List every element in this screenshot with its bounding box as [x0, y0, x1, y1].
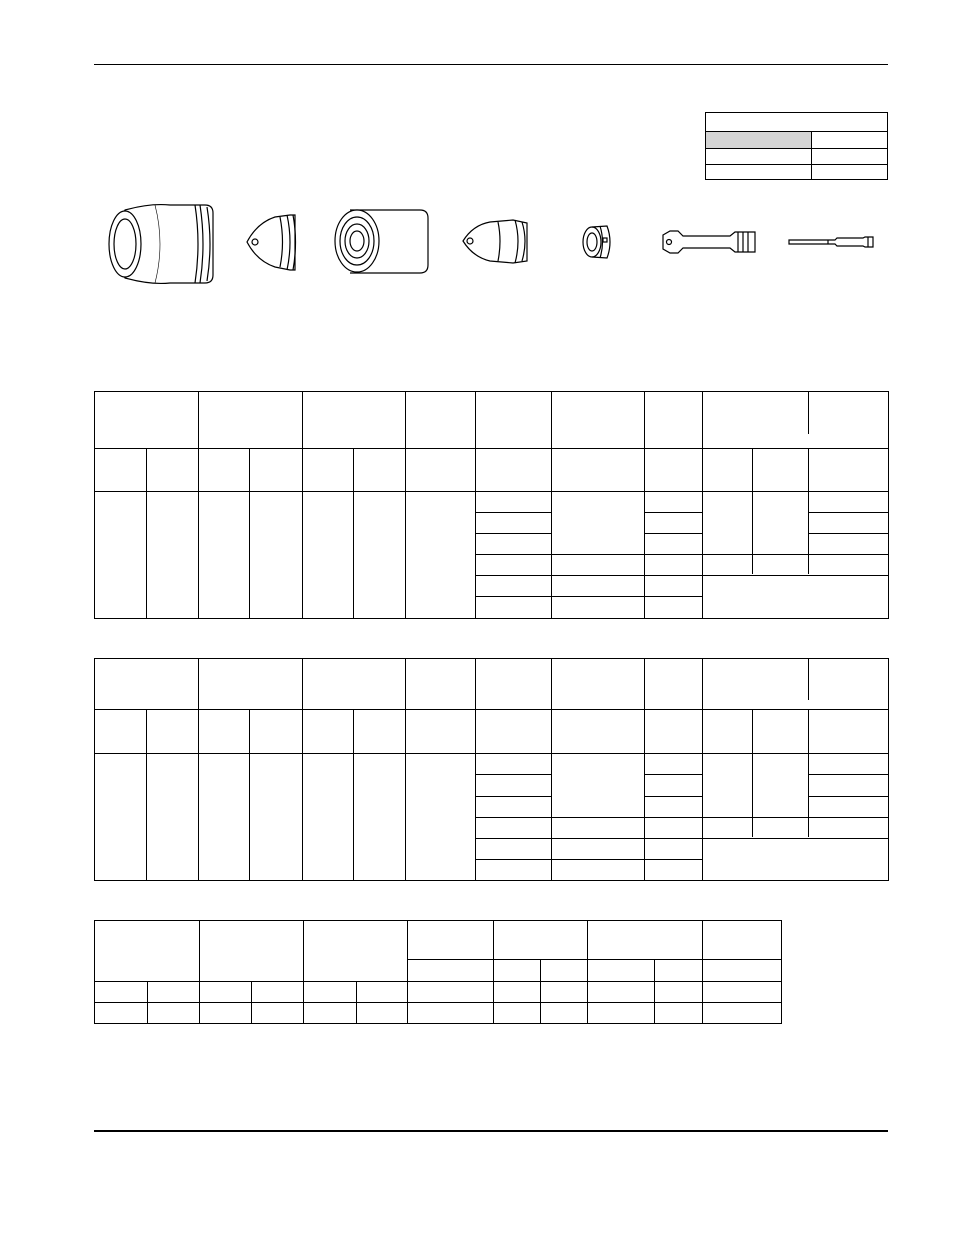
- row-line: [475, 838, 888, 839]
- column-line: [551, 659, 552, 880]
- column-line: [493, 921, 494, 1023]
- column-line: [198, 659, 199, 880]
- cut-chart-table-1: [94, 391, 889, 619]
- header-divider: [95, 981, 781, 982]
- column-line: [249, 448, 250, 618]
- row-line: [808, 533, 888, 534]
- column-line: [302, 659, 303, 880]
- row-line: [475, 575, 888, 576]
- row-line: [808, 796, 888, 797]
- column-line: [353, 448, 354, 618]
- row-line: [808, 512, 888, 513]
- column-line: [752, 448, 753, 574]
- cut-chart-table-3: [94, 920, 782, 1024]
- row-line: [644, 796, 702, 797]
- row-line: [95, 1002, 781, 1003]
- column-line: [147, 981, 148, 1023]
- column-line: [808, 392, 809, 434]
- column-line: [146, 709, 147, 880]
- column-line: [551, 392, 552, 618]
- row-line: [475, 533, 551, 534]
- row-line: [475, 817, 888, 818]
- header-divider: [407, 959, 781, 960]
- column-line: [356, 981, 357, 1023]
- electrode-icon: [663, 231, 755, 253]
- column-line: [644, 659, 645, 880]
- row-line: [475, 596, 702, 597]
- column-line: [198, 392, 199, 618]
- row-line: [644, 512, 702, 513]
- footer-rule: [94, 1130, 888, 1132]
- column-line: [808, 448, 809, 574]
- row-line: [475, 554, 888, 555]
- column-line: [702, 659, 703, 880]
- column-line: [353, 709, 354, 880]
- cut-chart-table-2: [94, 658, 889, 881]
- column-line: [644, 392, 645, 618]
- column-line: [249, 709, 250, 880]
- column-line: [475, 392, 476, 618]
- column-line: [405, 659, 406, 880]
- column-line: [251, 981, 252, 1023]
- row-line: [475, 512, 551, 513]
- row-line: [475, 796, 551, 797]
- column-line: [146, 448, 147, 618]
- column-line: [475, 659, 476, 880]
- header-divider: [95, 753, 888, 754]
- legend-row-line: [706, 131, 887, 132]
- legend-shaded-cell: [706, 131, 811, 148]
- row-line: [644, 774, 702, 775]
- shield-cap-icon: [247, 215, 296, 270]
- consumable-parts-illustration: [95, 195, 895, 295]
- legend-row-line: [706, 164, 887, 165]
- column-line: [540, 959, 541, 1023]
- column-line: [199, 921, 200, 1023]
- retaining-cap-icon: [335, 210, 428, 273]
- header-divider: [95, 448, 888, 449]
- swirl-ring-icon: [583, 226, 610, 258]
- row-line: [475, 774, 551, 775]
- nozzle-icon: [463, 220, 527, 263]
- water-tube-icon: [789, 237, 873, 247]
- column-line: [407, 921, 408, 1023]
- legend-column-line: [811, 131, 812, 179]
- column-line: [702, 921, 703, 1023]
- header-rule: [94, 64, 888, 65]
- row-line: [808, 774, 888, 775]
- row-line: [644, 533, 702, 534]
- legend-table: [705, 112, 888, 180]
- column-line: [702, 392, 703, 618]
- row-line: [475, 859, 702, 860]
- column-line: [302, 392, 303, 618]
- column-line: [808, 659, 809, 700]
- column-line: [405, 392, 406, 618]
- column-line: [303, 921, 304, 1023]
- header-divider: [95, 491, 888, 492]
- shield-icon: [109, 205, 213, 284]
- column-line: [587, 921, 588, 1023]
- column-line: [654, 959, 655, 1023]
- header-divider: [95, 709, 888, 710]
- legend-row-line: [706, 148, 887, 149]
